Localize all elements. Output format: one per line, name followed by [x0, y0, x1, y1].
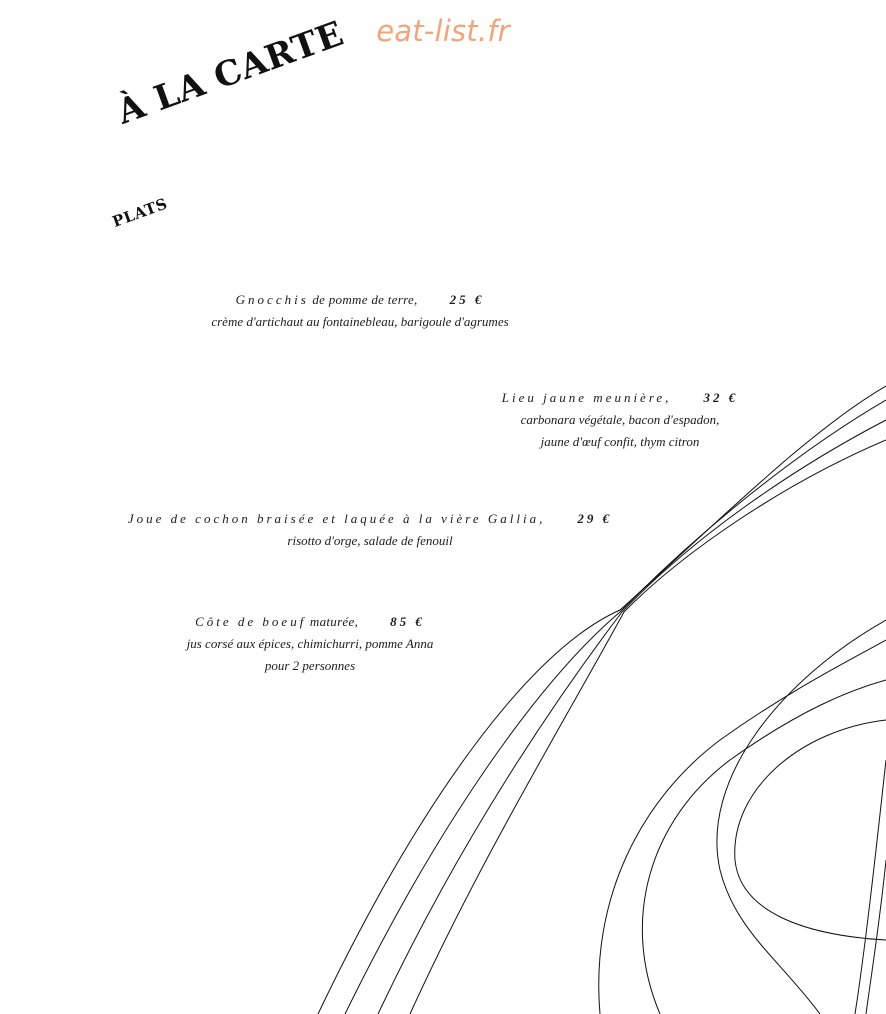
dish-name: Gnocchis [235, 292, 309, 307]
dish-description: crème d'artichaut au fontainebleau, barigoule d'agrumes [211, 314, 509, 329]
dish-name-rest: de pomme de terre, [308, 292, 418, 307]
page-title: À LA CARTE [112, 13, 350, 133]
swirl-curve [410, 440, 886, 1014]
dish-price: 25 € [449, 292, 485, 307]
dish-description: carbonara végétale, bacon d'espadon, [520, 412, 720, 427]
dish-price: 85 € [390, 614, 425, 629]
swirl-curve [717, 620, 886, 1014]
dish-name: Joue de cochon braisée et laquée à la vière Gallia, [127, 511, 546, 526]
watermark: eat-list.fr [376, 14, 510, 48]
swirl-curve [378, 420, 886, 1014]
swirl-curve [735, 720, 886, 940]
swirl-curve [318, 386, 886, 1014]
dish-name-rest: maturée, [306, 614, 359, 629]
dish-description: jus corsé aux épices, chimichurri, pomme Anna [186, 636, 434, 651]
dish-price: 32 € [703, 390, 739, 405]
swirl-curve [855, 760, 886, 1014]
swirl-curve [599, 640, 886, 1014]
swirl-curve [866, 860, 886, 1014]
swirl-curve [345, 400, 886, 1014]
swirl-curve [642, 680, 886, 1014]
dish-description: risotto d'orge, salade de fenouil [287, 533, 453, 548]
dish-price: 29 € [577, 511, 613, 526]
section-title: PLATS [110, 194, 170, 231]
dish-description: jaune d'œuf confit, thym citron [540, 434, 700, 449]
dish-description: pour 2 personnes [264, 658, 356, 673]
dish-name: Lieu jaune meunière, [501, 390, 672, 405]
dish-name: Côte de boeuf [195, 614, 307, 629]
